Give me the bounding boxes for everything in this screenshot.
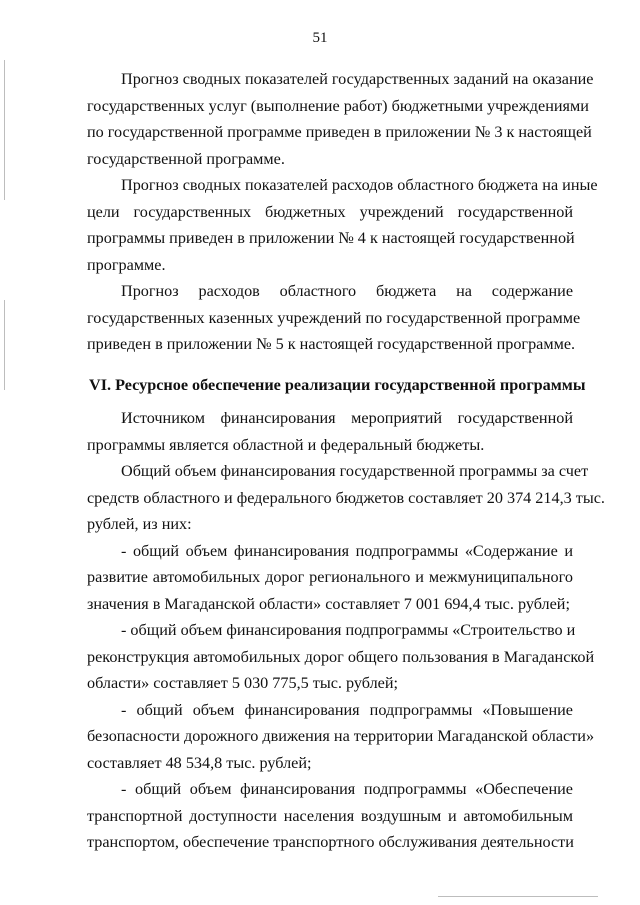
section-heading: VI. Ресурсное обеспечение реализации государственной программы [89,375,586,394]
text-line: составляет 48 534,8 тыс. рублей; [87,753,312,772]
text-line: - общий объем финансирования подпрограммы «Обеспечение [121,780,573,798]
paragraph [87,405,573,458]
list-item [87,776,573,856]
paragraph [87,278,581,358]
text-line: государственных казенных учреждений по государственной программе [87,308,581,327]
paragraph [87,458,605,538]
text-line: Прогноз расходов областного бюджета на содержание [121,282,573,300]
paragraph [87,172,598,278]
paragraph [87,66,594,172]
text-line: программе. [87,255,166,274]
text-line: Прогноз сводных показателей государственных заданий на оказание [121,70,594,88]
list-item [87,617,595,697]
text-line: приведен в приложении № 5 к настоящей государственной программе. [87,335,576,353]
text-line: рублей, из них: [87,515,192,533]
text-line: транспортом, обеспечение транспортного обслуживания деятельности [87,833,574,851]
scan-edge-mark [4,300,5,390]
scan-edge-mark [4,60,5,200]
text-line: безопасности дорожного движения на территории Магаданской области» [87,727,595,745]
text-line: программы приведен в приложении № 4 к настоящей государственной [87,229,575,247]
scan-bottom-mark [438,896,598,897]
text-line: - общий объем финансирования подпрограммы «Строительство и [121,621,576,639]
text-line: - общий объем финансирования подпрограммы «Повышение [121,700,573,719]
text-line: - общий объем финансирования подпрограммы «Содержание и [121,541,573,560]
text-line: средств областного и федерального бюджетов составляет 20 374 214,3 тыс. [87,488,605,507]
text-line: Источником финансирования мероприятий государственной [121,409,573,427]
text-line: транспортной доступности населения воздушным и автомобильным [87,806,573,825]
text-line: по государственной программе приведен в приложении № 3 к настоящей [87,123,592,141]
list-item [87,538,573,618]
list-item [87,697,595,777]
text-line: государственной программе. [87,149,285,168]
text-line: государственных услуг (выполнение работ) бюджетными учреждениями [87,96,589,115]
text-line: Общий объем финансирования государственной программы за счет [121,462,589,480]
page-number: 51 [312,30,328,46]
text-line: Прогноз сводных показателей расходов областного бюджета на иные [121,176,598,194]
text-line: реконструкция автомобильных дорог общего пользования в Магаданской [87,647,595,666]
text-line: программы является областной и федеральный бюджеты. [87,435,485,454]
text-line: значения в Магаданской области» составляет 7 001 694,4 тыс. рублей; [87,594,570,613]
document-body [87,66,605,856]
text-line: развитие автомобильных дорог регионального и межмуниципального [87,568,573,586]
text-line: области» составляет 5 030 775,5 тыс. рублей; [87,674,399,692]
text-line: цели государственных бюджетных учреждений государственной [87,202,573,221]
